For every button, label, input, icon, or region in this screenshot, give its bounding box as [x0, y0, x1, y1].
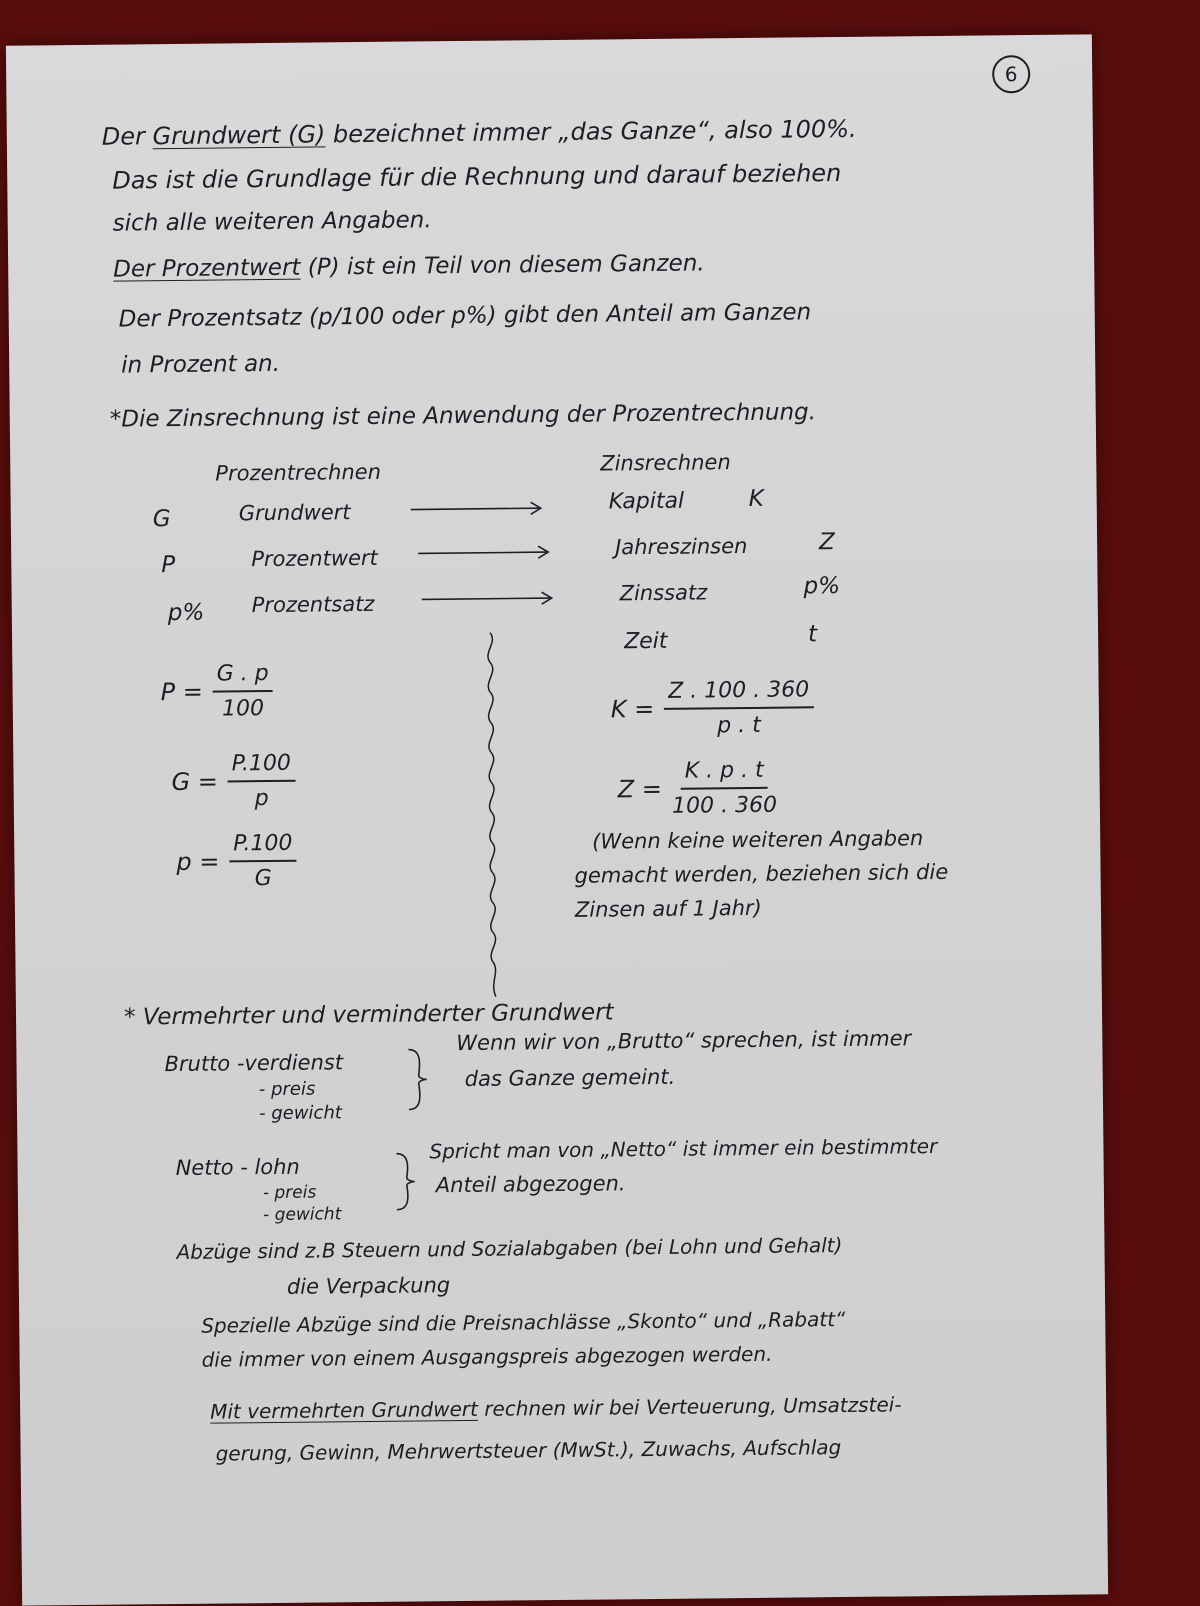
brace-icon: [392, 1151, 419, 1211]
page-number: 6: [992, 55, 1030, 93]
header-prozentrechnen: Prozentrechnen: [215, 459, 382, 486]
sym-p: P: [161, 551, 176, 579]
abzuege-line-1: Abzüge sind z.B Steuern und Sozialabgaben (bei Lohn und Gehalt): [176, 1233, 843, 1265]
vermehrt-line-2: gerung, Gewinn, Mehrwertsteuer (MwSt.), Zuwachs, Aufschlag: [215, 1435, 842, 1466]
vermehrt-rest: rechnen wir bei Verteuerung, Umsatzstei-: [484, 1392, 902, 1421]
formula-grundwert: [171, 751, 295, 812]
intro-line-6: in Prozent an.: [121, 350, 281, 379]
netto-main: Netto - lohn: [175, 1154, 300, 1181]
formula-lhs: Z =: [617, 774, 663, 804]
formula-prozentsatz: [176, 831, 297, 892]
intro-prozentwert-rest: (P) ist ein Teil von diesem Ganzen.: [307, 250, 705, 281]
arrow-right-icon: [409, 498, 549, 519]
formula-denominator: 100 . 360: [671, 792, 778, 819]
formula-denominator: G: [254, 865, 272, 892]
formula-denominator: p: [254, 786, 269, 812]
target-sym-k: K: [748, 485, 764, 512]
target-kapital: Kapital: [608, 488, 685, 515]
formula-prozentwert: [160, 661, 273, 722]
intro-der: Der: [101, 122, 146, 151]
note-line-3: Zinsen auf 1 Jahr): [574, 895, 762, 922]
formula-numerator: P.100: [228, 751, 296, 783]
term-vermehrter-grundwert: Mit vermehrten Grundwert: [210, 1396, 479, 1424]
intro-rest: bezeichnet immer „das Ganze“, also 100%.: [332, 114, 857, 149]
formula-lhs: G =: [171, 767, 219, 797]
brutto-item-preis: - preis: [258, 1078, 316, 1101]
abzuege-line-2: die Verpackung: [286, 1273, 451, 1299]
name-grundwert: Grundwert: [238, 500, 351, 526]
formula-kapital: [611, 677, 814, 739]
speziell-line-1: Spezielle Abzüge sind die Preisnachlässe „Skonto“ und „Rabatt“: [201, 1307, 846, 1338]
brutto-item-gewicht: - gewicht: [258, 1102, 342, 1125]
wavy-divider: [472, 630, 526, 1001]
name-prozentsatz: Prozentsatz: [251, 591, 375, 618]
vermehrt-line-1: [210, 1392, 902, 1423]
term-prozentwert: Der Prozentwert: [113, 254, 301, 283]
intro-line-4: [113, 250, 705, 282]
arrow-right-icon: [416, 542, 556, 563]
target-sym-z: Z: [818, 529, 836, 556]
notebook-page: [6, 34, 1108, 1605]
target-sym-p-percent: p%: [803, 573, 841, 600]
note-line-1: (Wenn keine weiteren Angaben: [592, 826, 924, 854]
arrow-right-icon: [420, 588, 560, 609]
note-line-2: gemacht werden, beziehen sich die: [574, 859, 949, 888]
formula-numerator: K . p . t: [681, 758, 768, 790]
target-sym-t: t: [807, 621, 818, 648]
formula-denominator: 100: [221, 696, 265, 722]
brace-icon: [404, 1047, 431, 1111]
formula-lhs: P =: [160, 677, 204, 707]
formula-numerator: P.100: [229, 831, 297, 863]
section-title: * Vermehrter und verminderter Grundwert: [123, 999, 614, 1031]
brutto-main: Brutto -verdienst: [164, 1050, 344, 1077]
formula-zinsen: [617, 758, 777, 820]
name-prozentwert: Prozentwert: [251, 545, 378, 572]
target-jahreszinsen: Jahreszinsen: [615, 533, 748, 560]
intro-line-5: Der Prozentsatz (p/100 oder p%) gibt den Anteil am Ganzen: [118, 299, 812, 333]
netto-item-gewicht: - gewicht: [263, 1204, 342, 1226]
intro-line-3: sich alle weiteren Angaben.: [112, 207, 432, 237]
zins-intro: *Die Zinsrechnung ist eine Anwendung der Prozentrechnung.: [109, 399, 817, 433]
formula-lhs: p =: [176, 847, 220, 876]
target-zeit: Zeit: [624, 628, 668, 655]
speziell-line-2: die immer von einem Ausgangspreis abgezogen werden.: [201, 1341, 773, 1372]
netto-item-preis: - preis: [262, 1182, 317, 1204]
formula-numerator: G . p: [213, 661, 273, 693]
netto-note-line-1: Spricht man von „Netto“ ist immer ein bestimmter: [429, 1134, 938, 1164]
formula-numerator: Z . 100 . 360: [664, 677, 813, 710]
target-zinssatz: Zinssatz: [619, 580, 708, 606]
netto-note-line-2: Anteil abgezogen.: [435, 1171, 626, 1198]
sym-p-percent: p%: [167, 599, 205, 627]
formula-lhs: K =: [610, 694, 655, 724]
formula-denominator: p . t: [717, 712, 761, 739]
brutto-note-line-1: Wenn wir von „Brutto“ sprechen, ist immer: [456, 1026, 912, 1056]
term-grundwert: Grundwert (G): [152, 120, 326, 151]
brutto-note-line-2: das Ganze gemeint.: [464, 1064, 676, 1091]
intro-line-2: Das ist die Grundlage für die Rechnung und darauf beziehen: [112, 158, 842, 195]
header-zinsrechnen: Zinsrechnen: [600, 450, 731, 476]
intro-line-1: [102, 115, 857, 151]
sym-g: G: [152, 506, 171, 533]
